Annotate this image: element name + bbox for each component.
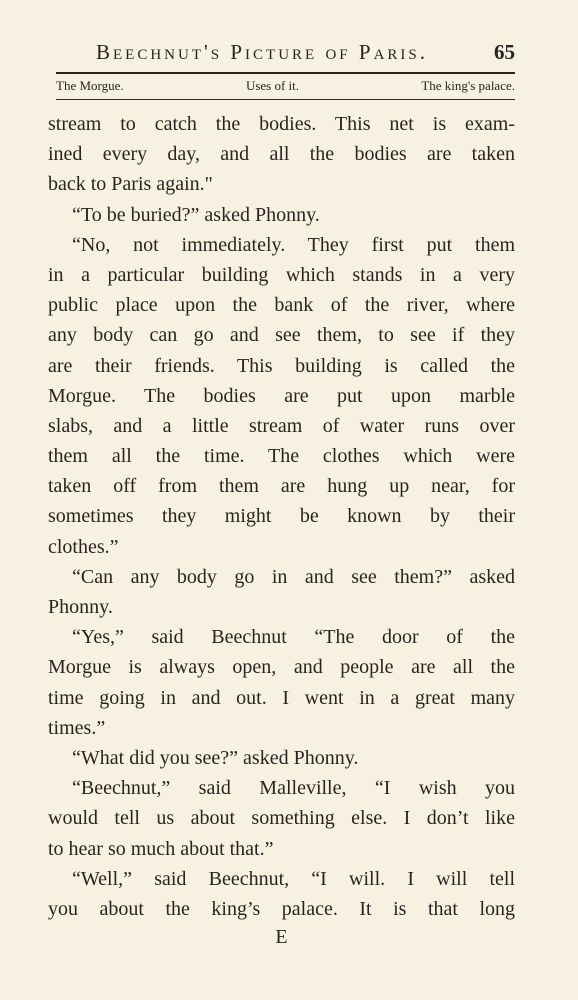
text-line: “Yes,” said Beechnut “The door of the <box>72 626 515 649</box>
text-line: stream to catch the bodies. This net is exam- <box>48 113 515 135</box>
text-line: “To be buried?” asked Phonny. <box>72 203 320 226</box>
header-rule <box>56 72 515 74</box>
text-line: are their friends. This building is called the <box>48 354 515 377</box>
book-page <box>48 40 515 980</box>
text-line: to hear so much about that.” <box>48 837 274 860</box>
text-line: times.” <box>48 716 106 739</box>
text-line: ined every day, and all the bodies are taken <box>48 143 515 166</box>
text-line: would tell us about something else. I don’t like <box>48 807 515 830</box>
text-line: “No, not immediately. They first put them <box>72 233 515 256</box>
text-line: slabs, and a little stream of water runs over <box>48 414 515 437</box>
text-line: you about the king’s palace. It is that long <box>48 897 515 920</box>
text-line: Morgue. The bodies are put upon marble <box>48 384 515 407</box>
text-line: any body can go and see them, to see if they <box>48 324 515 347</box>
text-line: sometimes they might be known by their <box>48 505 515 528</box>
text-line: time going in and out. I went in a great many <box>48 686 515 709</box>
text-line: them all the time. The clothes which were <box>48 445 515 468</box>
subhead-rule <box>56 99 515 100</box>
text-line: public place upon the bank of the river, where <box>48 294 515 317</box>
text-line: “What did you see?” asked Phonny. <box>72 746 359 769</box>
text-line: back to Paris again." <box>48 173 213 196</box>
page-number: 65 <box>494 40 515 64</box>
signature-mark: E <box>275 926 288 949</box>
text-line: Phonny. <box>48 596 113 618</box>
text-line: clothes.” <box>48 535 119 558</box>
running-title: Beechnut's Picture of Paris. <box>96 40 428 64</box>
text-line: Morgue is always open, and people are all the <box>48 656 515 679</box>
running-head <box>48 40 515 70</box>
subheads <box>56 78 515 97</box>
subhead-right: The king's palace. <box>421 78 515 93</box>
text-line: “Well,” said Beechnut, “I will. I will tell <box>72 867 515 890</box>
body-text <box>48 109 515 924</box>
subhead-center: Uses of it. <box>245 78 300 93</box>
text-line: taken off from them are hung up near, for <box>48 475 515 498</box>
text-line: “Can any body go in and see them?” asked <box>72 565 515 588</box>
text-line: “Beechnut,” said Malleville, “I wish you <box>72 777 515 800</box>
text-line: in a particular building which stands in a very <box>48 263 515 286</box>
subhead-left: The Morgue. <box>56 78 124 93</box>
